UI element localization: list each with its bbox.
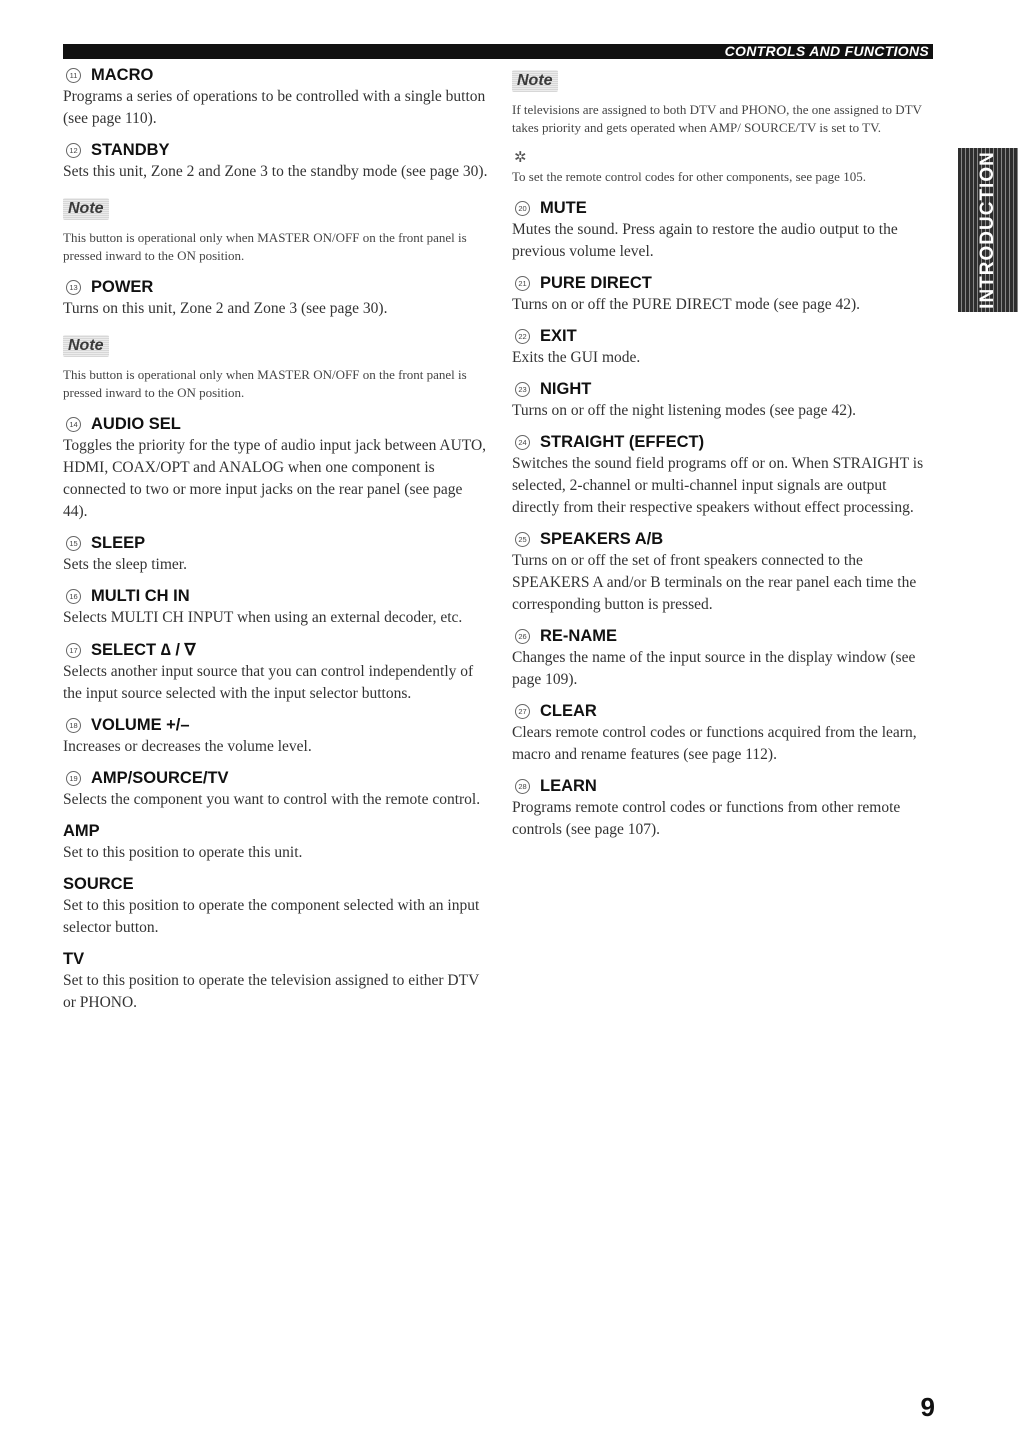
circled-number-icon: 14 [66, 417, 81, 432]
entry-volume [63, 716, 488, 758]
entry-title: PURE DIRECT [540, 274, 652, 292]
entry-text: Turns on or off the PURE DIRECT mode (see page 42). [512, 296, 861, 313]
page-number: 9 [920, 1392, 935, 1422]
note-badge: Note [63, 335, 109, 357]
entry-clear [512, 702, 932, 766]
entry-text: Switches the sound field programs off or on. When STRAIGHT is selected, 2-channel or multi-channel input signals are output directly from their respective speakers without effect processing. [512, 455, 924, 516]
left-column [63, 66, 488, 1025]
entry-title: RE-NAME [540, 627, 617, 645]
note-text: This button is operational only when MASTER ON/OFF on the front panel is pressed inward to the ON position. [63, 367, 467, 400]
entry-heading [512, 627, 932, 646]
subentry-text: Set to this position to operate this unit. [63, 844, 303, 861]
circled-number-icon: 12 [66, 143, 81, 158]
entry-title: AUDIO SEL [91, 415, 181, 433]
circled-number-icon: 17 [66, 643, 81, 658]
entry-heading [63, 716, 488, 735]
entry-text: Toggles the priority for the type of audio input jack between AUTO, HDMI, COAX/OPT and ANALOG when one component is connected to two or more input jacks on the rear panel (see page 44). [63, 437, 487, 520]
circled-number-icon: 22 [515, 329, 530, 344]
entry-multi-ch-in [63, 587, 488, 629]
entry-title: SELECT ∆ / ∇ [91, 641, 196, 659]
entry-exit [512, 327, 932, 369]
entry-heading [512, 530, 932, 549]
entry-text: Selects the component you want to control with the remote control. [63, 791, 481, 808]
entry-heading [63, 66, 488, 85]
entry-text: Sets the sleep timer. [63, 556, 187, 573]
entry-title: EXIT [540, 327, 577, 345]
entry-learn [512, 777, 932, 841]
entry-sleep [63, 534, 488, 576]
subentry-tv [63, 950, 488, 1014]
circled-number-icon: 28 [515, 779, 530, 794]
entry-heading [63, 415, 488, 434]
entry-heading [63, 534, 488, 553]
entry-text: Clears remote control codes or functions acquired from the learn, macro and rename features (see page 112). [512, 724, 917, 763]
header-bar [63, 44, 933, 59]
entry-title: STANDBY [91, 141, 170, 159]
entry-heading [512, 327, 932, 346]
entry-text: Selects MULTI CH INPUT when using an external decoder, etc. [63, 609, 463, 626]
note-box [63, 194, 488, 265]
entry-text: Selects another input source that you can control independently of the input source selected with the input selector buttons. [63, 663, 474, 702]
entry-audio-sel [63, 415, 488, 523]
circled-number-icon: 11 [66, 68, 81, 83]
entry-heading [63, 640, 488, 660]
entry-title: STRAIGHT (EFFECT) [540, 433, 705, 451]
subentry-title: AMP [63, 822, 100, 840]
circled-number-icon: 15 [66, 536, 81, 551]
tip-text: To set the remote control codes for other components, see page 105. [512, 169, 866, 184]
entry-text: Programs remote control codes or functions from other remote controls (see page 107). [512, 799, 901, 838]
side-tab-introduction [958, 148, 1018, 312]
entry-text: Increases or decreases the volume level. [63, 738, 312, 755]
circled-number-icon: 18 [66, 718, 81, 733]
right-column [512, 66, 932, 852]
subentry-text: Set to this position to operate the component selected with an input selector button. [63, 897, 480, 936]
entry-text: Exits the GUI mode. [512, 349, 641, 366]
entry-title: MACRO [91, 66, 154, 84]
entry-heading [512, 777, 932, 796]
entry-title: MULTI CH IN [91, 587, 190, 605]
entry-title: SPEAKERS A/B [540, 530, 664, 548]
entry-text: Turns on or off the set of front speakers connected to the SPEAKERS A and/or B terminals on the rear panel each time the corresponding button is pressed. [512, 552, 917, 613]
entry-mute [512, 199, 932, 263]
note-box [512, 66, 932, 137]
circled-number-icon: 13 [66, 280, 81, 295]
circled-number-icon: 27 [515, 704, 530, 719]
entry-title: NIGHT [540, 380, 592, 398]
entry-heading [512, 199, 932, 218]
note-badge: Note [63, 198, 109, 220]
entry-amp-source-tv [63, 769, 488, 811]
tip-bulb-icon: ✲ [514, 150, 527, 166]
entry-title: VOLUME +/– [91, 716, 190, 734]
entry-power [63, 278, 488, 320]
entry-text: Sets this unit, Zone 2 and Zone 3 to the standby mode (see page 30). [63, 163, 488, 180]
entry-heading [512, 702, 932, 721]
entry-heading [63, 141, 488, 160]
entry-macro [63, 66, 488, 130]
entry-title: MUTE [540, 199, 587, 217]
entry-title: AMP/SOURCE/TV [91, 769, 229, 787]
circled-number-icon: 19 [66, 771, 81, 786]
entry-heading [63, 587, 488, 606]
circled-number-icon: 24 [515, 435, 530, 450]
note-text: This button is operational only when MASTER ON/OFF on the front panel is pressed inward to the ON position. [63, 230, 467, 263]
note-badge: Note [512, 70, 558, 92]
entry-heading [63, 769, 488, 788]
entry-straight [512, 433, 932, 519]
circled-number-icon: 26 [515, 629, 530, 644]
entry-text: Mutes the sound. Press again to restore the audio output to the previous volume level. [512, 221, 898, 260]
entry-pure-direct [512, 274, 932, 316]
subentry-text: Set to this position to operate the television assigned to either DTV or PHONO. [63, 972, 479, 1011]
circled-number-icon: 21 [515, 276, 530, 291]
subentry-source [63, 875, 488, 939]
circled-number-icon: 20 [515, 201, 530, 216]
entry-text: Turns on this unit, Zone 2 and Zone 3 (see page 30). [63, 300, 388, 317]
note-box [63, 331, 488, 402]
entry-title: SLEEP [91, 534, 146, 552]
entry-rename [512, 627, 932, 691]
entry-text: Programs a series of operations to be controlled with a single button (see page 110). [63, 88, 486, 127]
subentry-amp [63, 822, 488, 864]
side-tab-label: INTRODUCTION [977, 151, 998, 309]
entry-title: CLEAR [540, 702, 597, 720]
subentry-title: TV [63, 950, 85, 968]
entry-standby [63, 141, 488, 183]
entry-title: LEARN [540, 777, 597, 795]
subentry-title: SOURCE [63, 875, 134, 893]
entry-heading [63, 278, 488, 297]
entry-heading [512, 274, 932, 293]
entry-text: Changes the name of the input source in the display window (see page 109). [512, 649, 916, 688]
note-text: If televisions are assigned to both DTV and PHONO, the one assigned to DTV takes priority and gets operated when AMP/ SOURCE/TV is set to TV. [512, 102, 922, 135]
entry-select [63, 640, 488, 705]
circled-number-icon: 16 [66, 589, 81, 604]
entry-speakers-ab [512, 530, 932, 616]
tip-box [512, 150, 932, 186]
entry-title: POWER [91, 278, 154, 296]
entry-night [512, 380, 932, 422]
entry-text: Turns on or off the night listening modes (see page 42). [512, 402, 856, 419]
section-title: CONTROLS AND FUNCTIONS [724, 43, 929, 59]
entry-heading [512, 380, 932, 399]
entry-heading [512, 433, 932, 452]
circled-number-icon: 23 [515, 382, 530, 397]
circled-number-icon: 25 [515, 532, 530, 547]
